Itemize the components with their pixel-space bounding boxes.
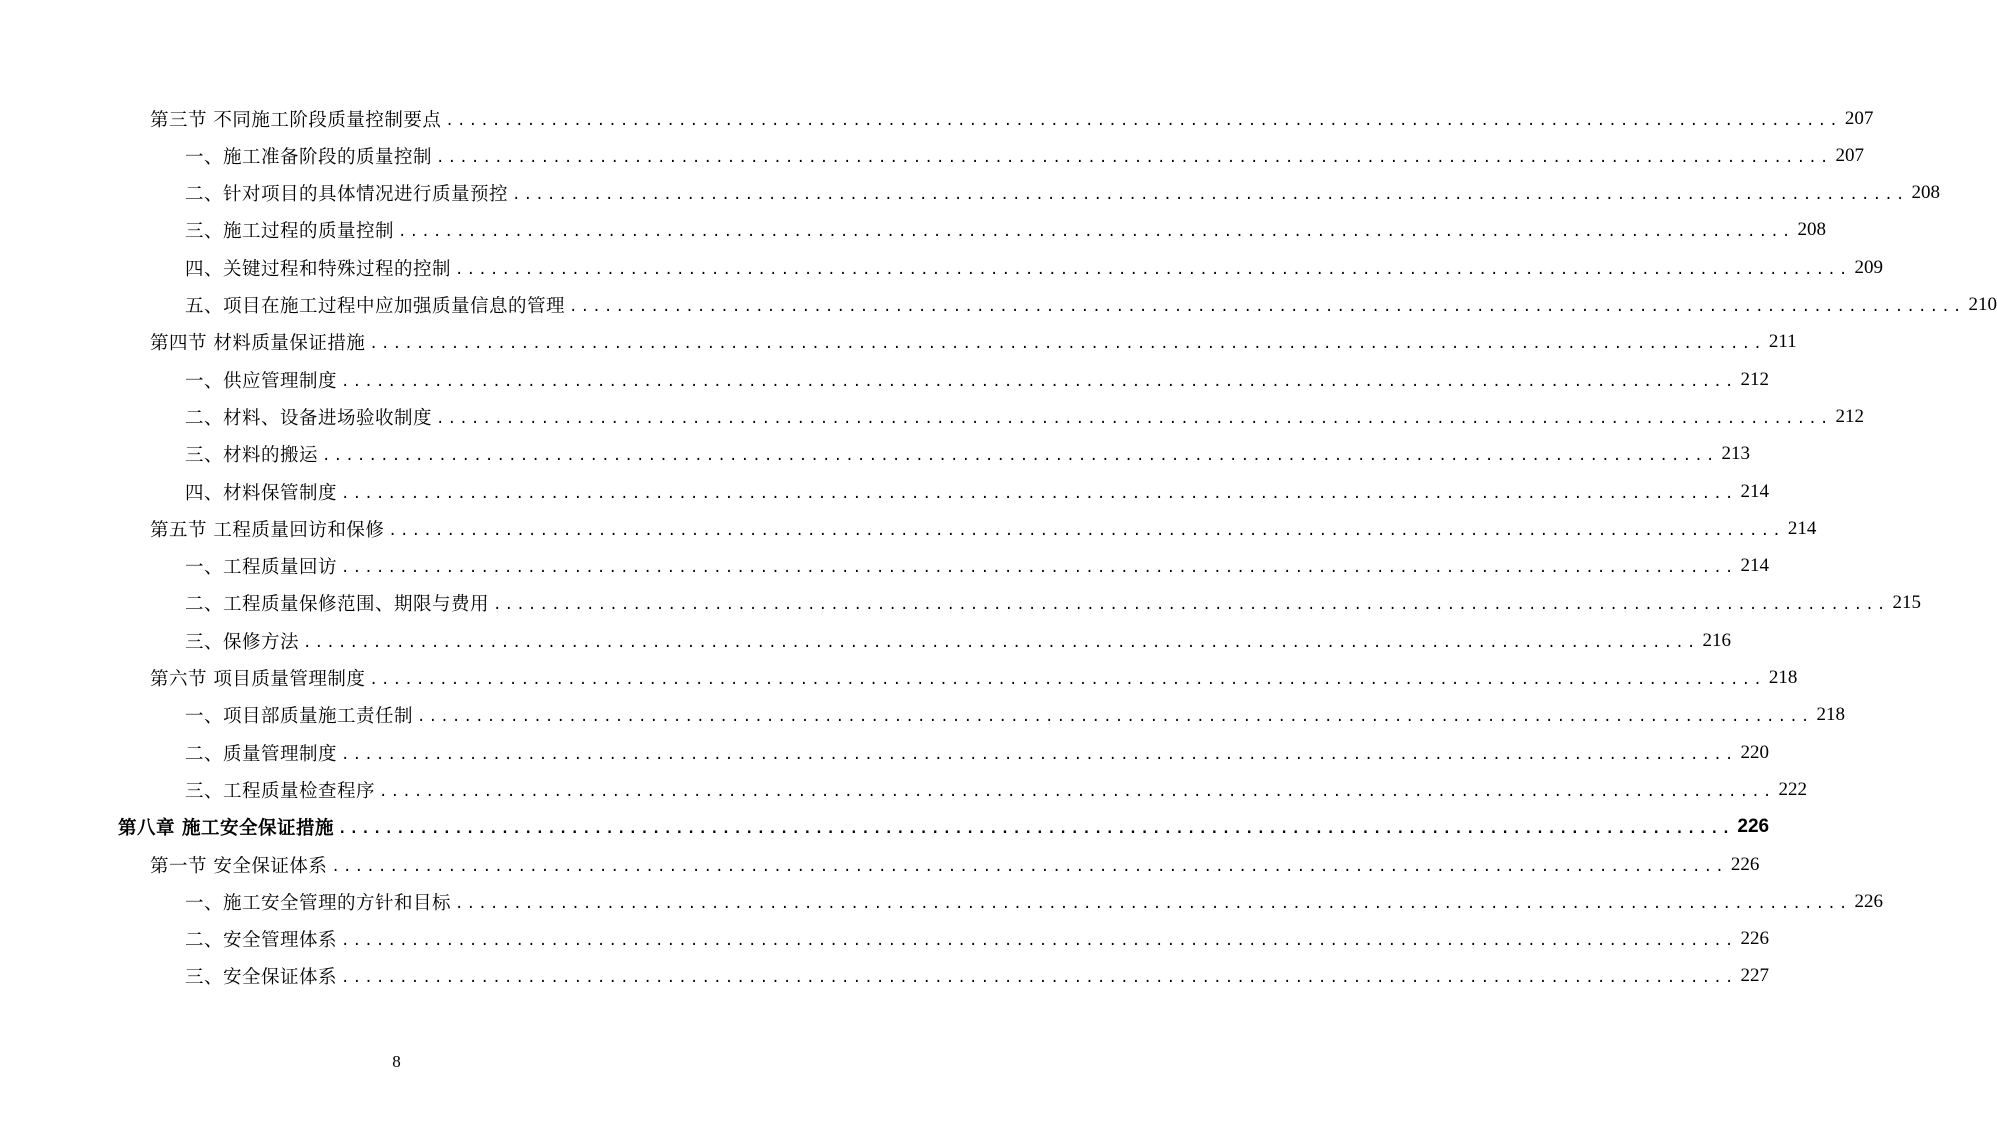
toc-entry[interactable] xyxy=(150,510,1817,547)
toc-entry[interactable] xyxy=(185,622,1731,659)
toc-entry[interactable] xyxy=(185,473,1769,510)
toc-dot-leader: ........................................................................................................................ xyxy=(341,933,1737,950)
toc-dot-leader: ........................................................................................................................ xyxy=(569,299,1965,315)
toc-entry-title: 四、关键过程和特殊过程的控制 xyxy=(185,258,452,280)
toc-entry-title: 一、施工安全管理的方针和目标 xyxy=(185,892,452,914)
toc-dot-leader: ........................................................................................................................ xyxy=(493,597,1889,614)
toc-dot-leader: ........................................................................................................................ xyxy=(369,672,1765,688)
toc-entry[interactable] xyxy=(185,883,1883,920)
toc-dot-leader: ........................................................................................................................ xyxy=(455,261,1851,278)
toc-entry[interactable] xyxy=(185,249,1883,286)
toc-entry-page: 209 xyxy=(1854,256,1883,278)
toc-entry-page: 207 xyxy=(1835,144,1864,166)
toc-entry-title: 一、项目部质量施工责任制 xyxy=(185,706,414,728)
toc-entry[interactable] xyxy=(150,660,1798,697)
toc-entry-title: 二、材料、设备进场验收制度 xyxy=(185,407,433,429)
toc-entry-page: 211 xyxy=(1768,331,1797,353)
toc-entry-title: 第五节 工程质量回访和保修 xyxy=(150,519,385,541)
page-number: 8 xyxy=(392,1052,401,1071)
toc-entry[interactable] xyxy=(185,548,1769,585)
toc-entry-page: 214 xyxy=(1740,555,1769,577)
toc-entry-title: 一、工程质量回访 xyxy=(185,557,338,579)
toc-dot-leader: ........................................................................................................................ xyxy=(337,821,1734,838)
toc-entry-page: 226 xyxy=(1737,816,1770,838)
toc-entry[interactable] xyxy=(150,100,1874,137)
toc-entry-page: 214 xyxy=(1787,517,1817,539)
toc-entry-title: 三、保修方法 xyxy=(185,631,300,653)
toc-entry-title: 一、供应管理制度 xyxy=(185,370,338,392)
toc-dot-leader: ........................................................................................................................ xyxy=(341,746,1737,763)
toc-entry-page: 222 xyxy=(1778,778,1807,800)
toc-dot-leader: ........................................................................................................................ xyxy=(331,858,1727,875)
toc-entry[interactable] xyxy=(150,846,1760,883)
toc-entry[interactable] xyxy=(185,212,1826,249)
toc-entry-page: 207 xyxy=(1844,107,1874,129)
toc-entry-page: 212 xyxy=(1740,368,1769,390)
toc-entry[interactable] xyxy=(185,697,1845,734)
toc-dot-leader: ........................................................................................................................ xyxy=(512,187,1908,204)
toc-dot-leader: ........................................................................................................................ xyxy=(341,373,1737,390)
toc-entry[interactable] xyxy=(185,436,1750,473)
toc-entry-page: 218 xyxy=(1816,704,1845,726)
toc-entry-page: 216 xyxy=(1702,629,1731,651)
toc-entry-page: 208 xyxy=(1911,182,1940,204)
toc-entry-title: 第六节 项目质量管理制度 xyxy=(150,669,366,690)
toc-dot-leader: ........................................................................................................................ xyxy=(417,709,1813,726)
toc-entry-page: 215 xyxy=(1892,592,1921,614)
toc-entry-title: 第四节 材料质量保证措施 xyxy=(150,333,366,355)
toc-dot-leader: ........................................................................................................................ xyxy=(341,970,1737,987)
toc-entry-title: 一、施工准备阶段的质量控制 xyxy=(185,146,433,168)
toc-entry-title: 四、材料保管制度 xyxy=(185,482,338,504)
toc-entry[interactable] xyxy=(118,809,1770,846)
toc-entry[interactable] xyxy=(185,361,1769,398)
toc-entry-title: 三、工程质量检查程序 xyxy=(185,780,376,802)
toc-dot-leader: ........................................................................................................................ xyxy=(379,783,1775,800)
toc-dot-leader: ........................................................................................................................ xyxy=(322,448,1718,465)
toc-dot-leader: ........................................................................................................................ xyxy=(369,336,1765,353)
toc-entry-title: 第八章 施工安全保证措施 xyxy=(118,818,334,840)
toc-entry-title: 三、施工过程的质量控制 xyxy=(185,221,395,243)
toc-dot-leader: ........................................................................................................................ xyxy=(341,560,1737,577)
toc-entry-title: 第三节 不同施工阶段质量控制要点 xyxy=(150,109,442,131)
toc-dot-leader: ........................................................................................................................ xyxy=(455,895,1851,912)
toc-dot-leader: ........................................................................................................................ xyxy=(436,149,1832,166)
toc-dot-leader: ........................................................................................................................ xyxy=(398,224,1794,241)
toc-entry-page: 214 xyxy=(1740,480,1769,502)
toc-entry-page: 226 xyxy=(1730,853,1760,875)
toc-entry-title: 三、安全保证体系 xyxy=(185,967,338,989)
toc-entry-title: 第一节 安全保证体系 xyxy=(150,855,328,877)
toc-dot-leader: ........................................................................................................................ xyxy=(341,485,1737,502)
toc-entry[interactable] xyxy=(185,137,1864,174)
toc-entry-title: 二、针对项目的具体情况进行质量预控 xyxy=(185,184,509,206)
toc-entry-page: 227 xyxy=(1740,965,1769,987)
toc-dot-leader: ........................................................................................................................ xyxy=(303,634,1699,651)
toc-entry-title: 二、工程质量保修范围、期限与费用 xyxy=(185,594,490,616)
toc-entry-title: 二、质量管理制度 xyxy=(185,743,338,765)
toc-entry[interactable] xyxy=(185,771,1807,808)
toc-entry-page: 220 xyxy=(1740,741,1769,763)
toc-entry-page: 210 xyxy=(1968,294,1997,315)
toc-entry-page: 213 xyxy=(1721,443,1750,465)
toc-entry-title: 五、项目在施工过程中应加强质量信息的管理 xyxy=(185,296,566,317)
toc-entry-title: 三、材料的搬运 xyxy=(185,445,319,467)
toc-entry-page: 218 xyxy=(1768,667,1798,688)
toc-entry[interactable] xyxy=(185,175,1940,212)
toc-dot-leader: ........................................................................................................................ xyxy=(388,522,1784,539)
toc-entry[interactable] xyxy=(185,921,1769,958)
toc-dot-leader: ........................................................................................................................ xyxy=(436,410,1832,427)
toc-entry[interactable] xyxy=(185,398,1864,435)
toc-entry-page: 208 xyxy=(1797,219,1826,241)
toc-entry-title: 二、安全管理体系 xyxy=(185,930,338,952)
toc-entry[interactable] xyxy=(185,734,1769,771)
toc-entry[interactable] xyxy=(185,287,1997,324)
toc-entry[interactable] xyxy=(150,324,1797,361)
toc-entry-page: 226 xyxy=(1740,928,1769,950)
toc-dot-leader: ........................................................................................................................ xyxy=(445,112,1841,129)
toc-entry[interactable] xyxy=(185,958,1769,995)
toc-entry[interactable] xyxy=(185,585,1921,622)
toc-entry-page: 212 xyxy=(1835,405,1864,427)
toc-entry-page: 226 xyxy=(1854,890,1883,912)
